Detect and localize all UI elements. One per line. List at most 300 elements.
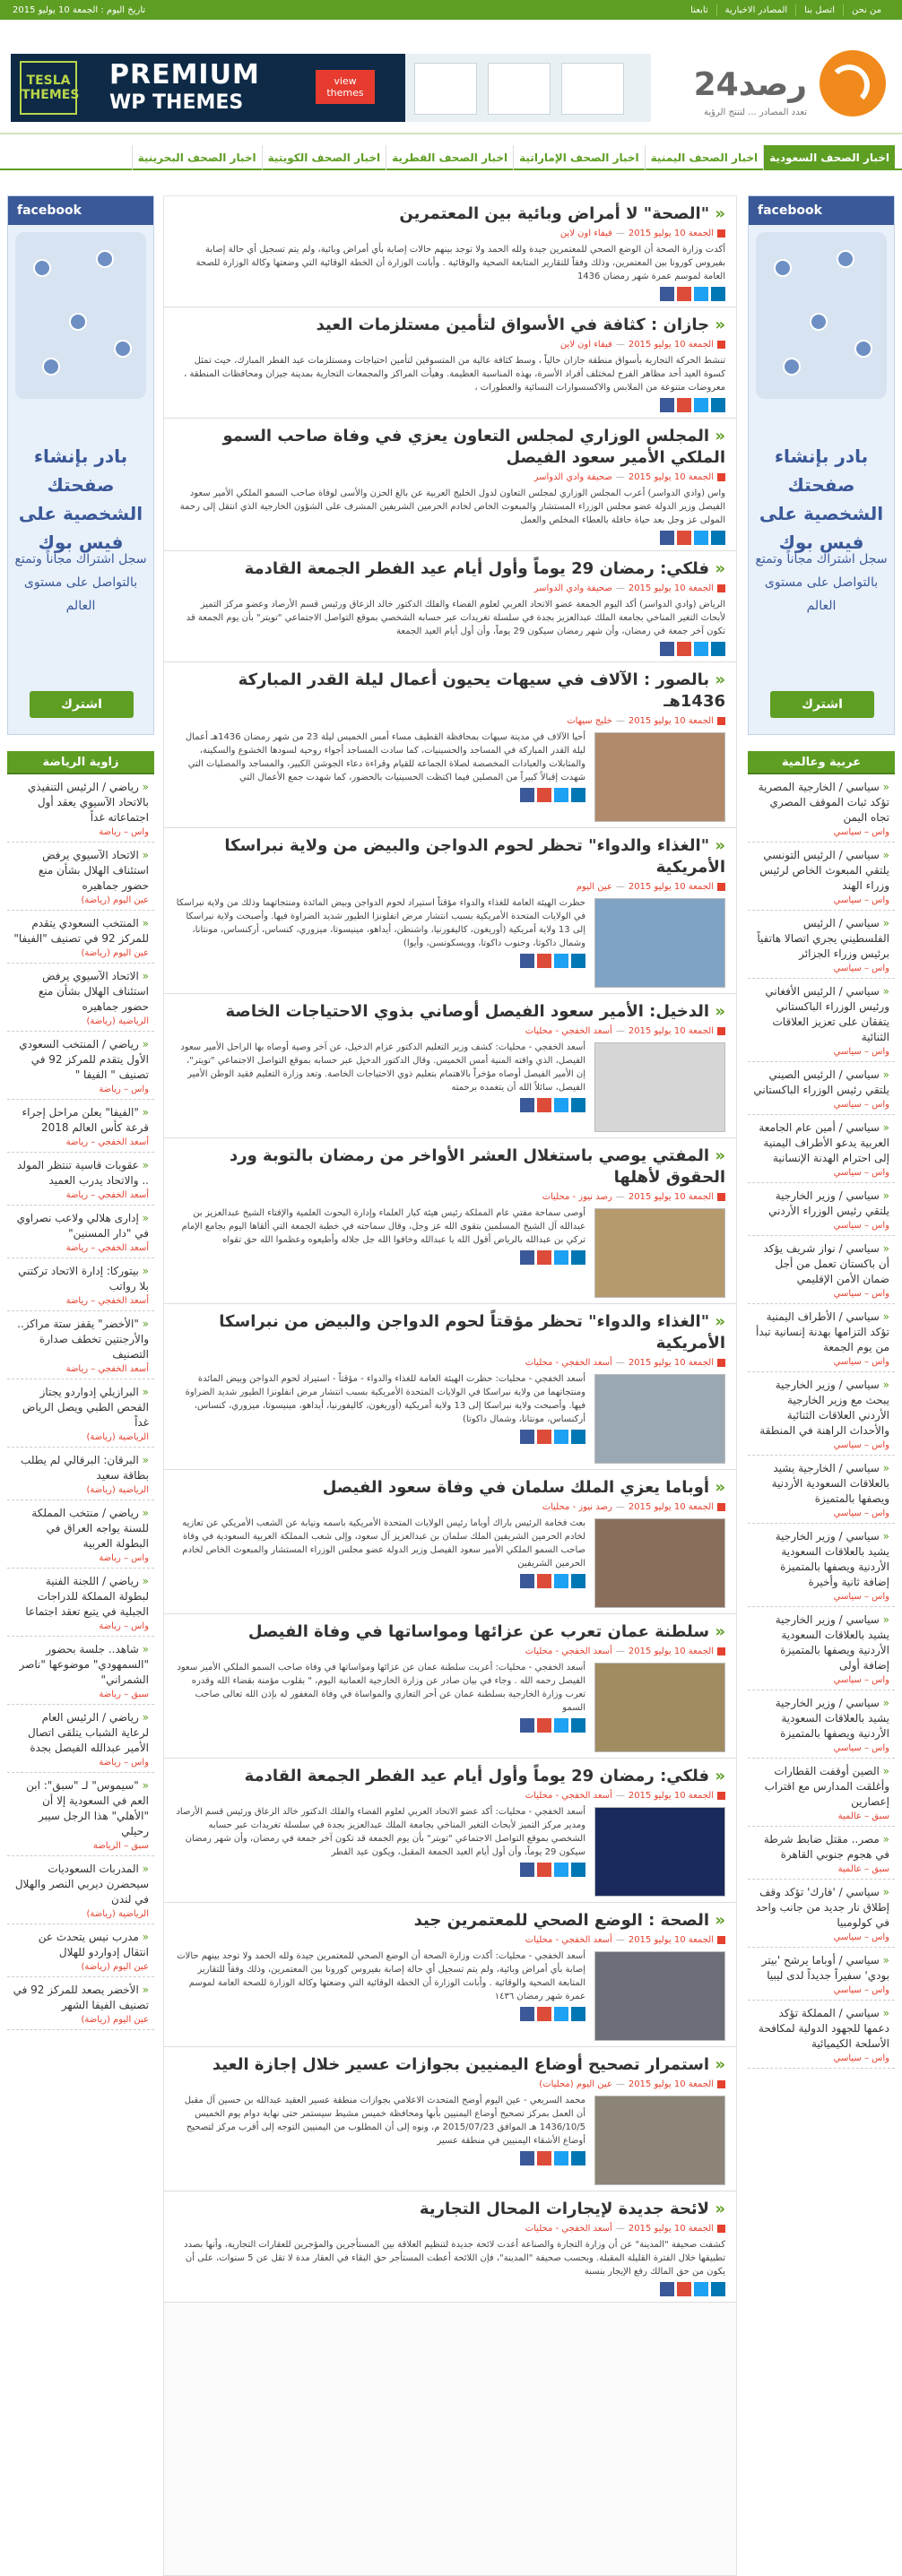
sidebar-item[interactable] xyxy=(748,1759,895,1827)
sidebar-item[interactable] xyxy=(748,774,895,843)
meta-separator: — xyxy=(615,1358,625,1368)
linkedin-icon[interactable] xyxy=(571,954,585,968)
article-item xyxy=(164,2191,736,2303)
article-source[interactable]: فيفاء اون لاين xyxy=(559,229,612,238)
sidebar-item-source[interactable]: عين اليوم (رياضة) xyxy=(81,948,149,958)
article-thumbnail[interactable] xyxy=(594,1374,725,1464)
sidebar-item[interactable] xyxy=(7,1153,154,1206)
sidebar-item-title[interactable]: « مصر.. مقتل ضابط شرطة في هجوم جنوبي القاهرة xyxy=(753,1832,889,1863)
article-source[interactable]: رصد نيوز - محليات xyxy=(542,1502,612,1512)
article-title[interactable] xyxy=(175,1001,725,1023)
article-title[interactable] xyxy=(175,1910,725,1932)
sidebar-item[interactable] xyxy=(748,1236,895,1304)
article-thumbnail[interactable] xyxy=(594,898,725,988)
sidebar-item[interactable] xyxy=(7,1206,154,1258)
article-title-text[interactable]: "الصحة" لا أمراض وبائية بين المعتمرين xyxy=(399,204,710,223)
sidebar-item-title[interactable]: « سياسي / الخارجية يشيد بالعلاقات السعودية الأردنية ويصفها بالمتميزة xyxy=(753,1461,889,1507)
sidebar-item-title[interactable]: « "الفيفا" يعلن مراحل إجراء قرعة كأس العالم 2018 xyxy=(13,1105,149,1136)
sidebar-item-title[interactable]: « الصين أوقفت القطارات وأغلقت المدارس مع اقتراب إعصارين xyxy=(753,1764,889,1810)
sidebar-item-source[interactable]: واس – سياسي xyxy=(833,1168,889,1178)
facebook-icon[interactable] xyxy=(520,1430,534,1444)
sidebar-item-source[interactable]: سبق – عالمية xyxy=(837,1864,889,1874)
sidebar-item-source[interactable]: واس – سياسي xyxy=(833,1100,889,1110)
article-date: الجمعة 10 يوليو 2015 xyxy=(628,1647,714,1656)
article-excerpt: أسعد الخفجي - محليات: أكد عضو الاتحاد العربي لعلوم الفضاء والفلك الدكتور خالد الزعاق ورئيس قسم الأرصاد ومدير مركز التميز لأبحاث التغير المناخي بجامعة الملك عبدالعزيز بجدة في سلسلة تغريدات عبر حسابه الشخصي بموقع التواصل الاجتماعي "تويتر" بأن يوم الجمعة قد تكون آخر جمعة في رمضان، وأن شهر رمضان سيكون 29 يوماً، وأن أول أيام العيد الجمعة المقبل، ويكون عيد الفطر xyxy=(176,1807,585,1857)
article-thumbnail[interactable] xyxy=(594,1518,725,1608)
twitter-icon[interactable] xyxy=(694,642,708,656)
sidebar-item-title[interactable]: « "الأخضر" يقفز ستة مراكز.. والأرجنتين تخطف صدارة التصنيف xyxy=(13,1317,149,1362)
article-source[interactable]: صحيفة وادي الدواسر xyxy=(533,472,612,482)
article-source[interactable]: رصد نيوز - محليات xyxy=(542,1192,612,1202)
linkedin-icon[interactable] xyxy=(711,531,725,545)
facebook-ad-left[interactable] xyxy=(7,195,154,735)
sidebar-item-source[interactable]: أسعد الخفجي – رياضة xyxy=(65,1296,149,1306)
sidebar-item-source[interactable]: واس – رياضة xyxy=(99,1758,149,1768)
facebook-icon[interactable] xyxy=(520,1574,534,1588)
sidebar-item-title[interactable]: « المدربات السعوديات سيحضرن ديربي النصر والهلال في لندن xyxy=(13,1862,149,1907)
sidebar-item-title[interactable]: « إدارى هلالي ولاعب نصراوي في "دار المسنين" xyxy=(13,1211,149,1241)
sidebar-item[interactable] xyxy=(7,964,154,1032)
google-plus-icon[interactable] xyxy=(677,2282,691,2296)
linkedin-icon[interactable] xyxy=(711,398,725,412)
sidebar-item-source[interactable]: واس – رياضة xyxy=(99,1085,149,1094)
sidebar-item[interactable] xyxy=(7,1637,154,1705)
twitter-icon[interactable] xyxy=(554,788,568,802)
article-item xyxy=(164,1759,736,1903)
title-marker: « xyxy=(709,670,725,689)
sidebar-item[interactable] xyxy=(748,843,895,911)
sidebar-item-source[interactable]: أسعد الخفجي – رياضة xyxy=(65,1137,149,1147)
linkedin-icon[interactable] xyxy=(571,1098,585,1112)
sidebar-item-title[interactable]: « سياسي / وزير الخارجية يشيد بالعلاقات السعودية الأردنية ويصفها بالمتميزة إضافة أولى xyxy=(753,1612,889,1673)
sidebar-item-source[interactable]: أسعد الخفجي – رياضة xyxy=(65,1243,149,1253)
sidebar-item-title[interactable]: « البرقان: البرقالي لم يطلب بطاقة سعيد xyxy=(13,1453,149,1483)
share-buttons xyxy=(175,1250,585,1265)
calendar-icon xyxy=(717,473,725,481)
sidebar-item-source[interactable]: الرياضية (رياضة) xyxy=(86,1485,149,1495)
article-title-text[interactable]: "الغذاء والدواء" تحظر مؤقتاً لحوم الدواجن والبيض من نبراسكا الأمريكية xyxy=(219,1312,725,1353)
article-source[interactable]: أسعد الخفجي - محليات xyxy=(525,1358,612,1368)
sidebar-item-source[interactable]: الرياضية (رياضة) xyxy=(86,1909,149,1919)
sidebar-item-title[interactable]: « سياسي / الرئيس الأفغاني ورئيس الوزراء الباكستاني يتفقان على تعزيز العلاقات الثنائية xyxy=(753,984,889,1045)
sidebar-item-title[interactable]: « رياضي / الرئيس التنفيذي بالاتحاد الآسيوي يعقد أول اجتماعاته غداً xyxy=(13,780,149,826)
article-title-text[interactable]: فلكي: رمضان 29 يوماً وأول أيام عيد الفطر الجمعة القادمة xyxy=(244,1767,710,1785)
sidebar-item-source[interactable]: واس – سياسي xyxy=(833,964,889,973)
article-title[interactable] xyxy=(175,1477,725,1499)
article-excerpt: أسعد الخفجي - محليات: كشف وزير التعليم الدكتور عزام الدخيل، عن آخر وصية أوصاه بها الراحل الأمير سعود الفيصل، الذي وافته المنية أمس الخميس. وقال الدكتور الدخيل عبر حسابه بموقع التواصل الاجتماعي "تويتر"، إن الأمير الفيصل أوصاه مؤخراً بالاهتمام بتعليم ذوي الاحتياجات الخاصة. وتعد وزارة التعليم فقيد الوطن الأمير الفيصل، سائلاً الله أن يتغمده برحمته xyxy=(180,1042,585,1093)
sidebar-item-source[interactable]: عين اليوم (رياضة) xyxy=(81,2015,149,2025)
article-item xyxy=(164,196,736,307)
sidebar-item-title[interactable]: « رياضي / الرئيس العام لرعاية الشباب يتلقى اتصال الأمير عبدالله الفيصل بجدة xyxy=(13,1710,149,1756)
twitter-icon[interactable] xyxy=(694,531,708,545)
sidebar-item-source[interactable]: واس – سياسي xyxy=(833,2053,889,2063)
sidebar-item[interactable] xyxy=(748,1827,895,1880)
sidebar-item-source[interactable]: عين اليوم (رياضة) xyxy=(81,1962,149,1972)
facebook-icon[interactable] xyxy=(660,642,674,656)
article-title[interactable] xyxy=(175,203,725,225)
sidebar-item[interactable] xyxy=(748,1062,895,1115)
linkedin-icon[interactable] xyxy=(571,1250,585,1265)
article-title[interactable] xyxy=(175,1766,725,1787)
article-title-text[interactable]: الصحة : الوضع الصحي للمعتمرين جيد xyxy=(413,1911,710,1930)
sidebar-item-source[interactable]: واس – سياسي xyxy=(833,1985,889,1995)
article-excerpt: محمد السريعي - عين اليوم أوضح المتحدث الاعلامي بجوازات منطقة عسير العقيد عبدالله بن حسين آل مقبل أن العمل بمركز تصحيح أوضاع اليمنيين بأبها ومحافظة خميس مشيط سيستمر حتى نهاية دوام يوم الخميس 1436/10/5 هـ الموافق 2015/07/23 م، ونوه إلى أن المطلوب من اليمنيين التوجه إلى أقرب مركز لتصحيح أوضاع الأشقاء اليمنيين في منطقة عسير xyxy=(184,2096,585,2146)
twitter-icon[interactable] xyxy=(554,1574,568,1588)
google-plus-icon[interactable] xyxy=(537,1574,551,1588)
sidebar-title: عربية وعالمية xyxy=(748,751,895,774)
sidebar-item-source[interactable]: عين اليوم (رياضة) xyxy=(81,895,149,905)
calendar-icon xyxy=(717,717,725,725)
calendar-icon xyxy=(717,229,725,238)
linkedin-icon[interactable] xyxy=(571,2151,585,2165)
article-thumbnail[interactable] xyxy=(594,1951,725,2041)
article-title-text[interactable]: سلطنة عمان تعرب عن عزائها ومواساتها في وفاة الفيصل xyxy=(247,1622,710,1641)
article-title[interactable] xyxy=(175,558,725,580)
article-thumbnail[interactable] xyxy=(594,732,725,822)
article-title-text[interactable]: المجلس الوزاري لمجلس التعاون يعزي في وفاة صاحب السمو الملكي الأمير سعود الفيصل xyxy=(222,427,725,467)
meta-separator: — xyxy=(615,229,625,238)
sidebar-item[interactable] xyxy=(7,1924,154,1977)
sidebar-item-source[interactable]: سبق – رياضة xyxy=(99,1690,149,1699)
facebook-icon[interactable] xyxy=(660,531,674,545)
article-title-text[interactable]: المفتي يوصي باستغلال العشر الأواخر من رمضان بالتوبة ورد الحقوق لأهلها xyxy=(230,1146,725,1187)
article-date: الجمعة 10 يوليو 2015 xyxy=(628,229,714,238)
sidebar-item-source[interactable]: واس – سياسي xyxy=(833,1675,889,1685)
linkedin-icon[interactable] xyxy=(571,1863,585,1877)
sidebar-item-source[interactable]: واس – سياسي xyxy=(833,1221,889,1231)
article-title[interactable] xyxy=(175,1621,725,1643)
linkedin-icon[interactable] xyxy=(571,2007,585,2021)
sidebar-item-source[interactable]: واس – سياسي xyxy=(833,1592,889,1602)
linkedin-icon[interactable] xyxy=(571,1718,585,1733)
sidebar-item-title[interactable]: « سياسي / وزير الخارجية يلتقي رئيس الوزراء الأردني xyxy=(753,1189,889,1219)
sidebar-item-source[interactable]: واس – سياسي xyxy=(833,895,889,905)
google-plus-icon[interactable] xyxy=(677,287,691,301)
sidebar-item-source[interactable]: أسعد الخفجي – رياضة xyxy=(65,1190,149,1200)
sidebar-item[interactable] xyxy=(748,1456,895,1524)
title-marker: « xyxy=(709,836,725,855)
sidebar-item-source[interactable]: سبق – الرياضة xyxy=(92,1841,149,1851)
article-date: الجمعة 10 يوليو 2015 xyxy=(628,2079,714,2089)
sidebar-item[interactable] xyxy=(7,1311,154,1379)
facebook-icon[interactable] xyxy=(520,788,534,802)
sidebar-item[interactable] xyxy=(7,1379,154,1448)
facebook-icon[interactable] xyxy=(520,1250,534,1265)
article-title-text[interactable]: لائحة جديدة لإيجارات المحال التجارية xyxy=(419,2200,710,2218)
facebook-logo: facebook xyxy=(8,196,153,225)
article-title[interactable] xyxy=(175,1145,725,1189)
sidebar-item-title[interactable]: « مدرب نيس يتحدث عن انتقال إدواردو للهلال xyxy=(13,1930,149,1960)
logo-name: رصد24 xyxy=(693,66,807,103)
google-plus-icon[interactable] xyxy=(537,2007,551,2021)
sidebar-item[interactable] xyxy=(7,1258,154,1311)
calendar-icon xyxy=(717,883,725,891)
rss-icon xyxy=(820,50,886,117)
article-source[interactable]: أسعد الخفجي - محليات xyxy=(525,2224,612,2234)
meta-separator: — xyxy=(615,583,625,593)
sidebar-item-source[interactable]: واس – سياسي xyxy=(833,1932,889,1942)
sidebar-item-title[interactable]: « سياسي / المملكة تؤكد دعمها للجهود الدولية لمكافحة الأسلحة الكيميائية xyxy=(753,2006,889,2052)
google-plus-icon[interactable] xyxy=(537,1098,551,1112)
share-buttons xyxy=(175,1718,585,1733)
article-title[interactable] xyxy=(175,670,725,713)
sidebar-item[interactable] xyxy=(748,1690,895,1759)
sidebar-item[interactable] xyxy=(748,911,895,979)
google-plus-icon[interactable] xyxy=(677,398,691,412)
facebook-icon[interactable] xyxy=(520,954,534,968)
google-plus-icon[interactable] xyxy=(537,954,551,968)
facebook-icon[interactable] xyxy=(520,1718,534,1733)
sidebar-item-title[interactable]: « سياسي / الخارجية المصرية تؤكد ثبات الموقف المصري تجاه اليمن xyxy=(753,780,889,826)
sidebar-item-title[interactable]: « سياسي / وزير الخارجية يشيد بالعلاقات السعودية الأردنية ويصفها بالمتميزة إضافة ثانية وأخيرة xyxy=(753,1529,889,1590)
article-title[interactable] xyxy=(175,315,725,336)
twitter-icon[interactable] xyxy=(554,1863,568,1877)
article-source[interactable]: عين اليوم (محليات) xyxy=(539,2079,612,2089)
article-item xyxy=(164,1138,736,1304)
article-meta xyxy=(175,1934,725,1947)
twitter-icon[interactable] xyxy=(554,1098,568,1112)
article-source[interactable]: فيفاء اون لاين xyxy=(559,340,612,350)
facebook-icon[interactable] xyxy=(520,1098,534,1112)
calendar-icon xyxy=(717,1647,725,1655)
article-title-text[interactable]: بالصور : الآلاف في سيهات يحيون أعمال ليلة القدر المباركة 1436هـ xyxy=(238,670,725,711)
article-thumbnail[interactable] xyxy=(594,1807,725,1897)
sidebar-item[interactable] xyxy=(748,1524,895,1607)
sidebar-item-title[interactable]: « سياسي / أمين عام الجامعة العربية يدعو الأطراف اليمنية إلى احترام الهدنة الإنسانية xyxy=(753,1120,889,1166)
sidebar-item[interactable] xyxy=(7,1977,154,2030)
article-excerpt: أوصى سماحة مفتي عام المملكة رئيس هيئة كبار العلماء وإدارة البحوث العلمية والإفتاء الشيخ عبدالعزيز بن عبدالله آل الشيخ المسلمين بتقوى الله عز وجل، وقال سماحته في خطبة الجمعة التي ألقاها اليوم بجامع الإمام تركي بن عبدالله بالرياض أقول الله يا عبدالله وخافوا الله جل جلاله وأطيعوه وعظموا الله حق تقواه xyxy=(181,1208,585,1245)
linkedin-icon[interactable] xyxy=(711,2282,725,2296)
sidebar-item[interactable] xyxy=(748,1372,895,1456)
article-title-text[interactable]: استمرار تصحيح أوضاع اليمنيين بجوازات عسير خلال إجازة العيد xyxy=(212,2055,710,2074)
sidebar-item[interactable] xyxy=(7,843,154,911)
article-title-text[interactable]: جازان : كثافة في الأسواق لتأمين مستلزمات العيد xyxy=(316,316,710,334)
sidebar-item[interactable] xyxy=(7,911,154,964)
calendar-icon xyxy=(717,1503,725,1511)
sidebar-item[interactable] xyxy=(748,1948,895,2001)
article-source[interactable]: عين اليوم xyxy=(576,882,612,892)
sidebar-item[interactable] xyxy=(7,1773,154,1856)
google-plus-icon[interactable] xyxy=(537,788,551,802)
sidebar-item[interactable] xyxy=(7,1032,154,1100)
article-title[interactable] xyxy=(175,835,725,878)
sidebar-item[interactable] xyxy=(748,1607,895,1690)
article-title[interactable] xyxy=(175,1311,725,1354)
sidebar-item[interactable] xyxy=(7,1705,154,1773)
current-date: تاريخ اليوم : الجمعة 10 يوليو 2015 xyxy=(13,4,146,15)
article-item xyxy=(164,2047,736,2191)
article-thumbnail[interactable] xyxy=(594,2096,725,2185)
twitter-icon[interactable] xyxy=(554,1250,568,1265)
share-buttons xyxy=(175,1574,585,1588)
article-source[interactable]: صحيفة وادي الدواسر xyxy=(533,583,612,593)
share-buttons xyxy=(175,1863,585,1877)
sidebar-item[interactable] xyxy=(748,1304,895,1372)
top-link[interactable]: اتصل بنا xyxy=(795,4,843,16)
twitter-icon[interactable] xyxy=(554,954,568,968)
top-link[interactable]: من نحن xyxy=(843,4,889,16)
meta-separator: — xyxy=(615,340,625,350)
nav-item[interactable]: اخبار الصحف البحرينية xyxy=(132,145,262,170)
sidebar-item[interactable] xyxy=(7,1500,154,1569)
twitter-icon[interactable] xyxy=(554,2007,568,2021)
sidebar-item-source[interactable]: واس – سياسي xyxy=(833,1289,889,1299)
title-marker: « xyxy=(709,1622,725,1641)
ad-sub-text: سجل اشتراك مجاناً وتمتع بالتواصل على مستوى العالم xyxy=(755,552,888,613)
twitter-icon[interactable] xyxy=(554,1718,568,1733)
sidebar-item-title[interactable]: « سياسي / نواز شريف يؤكد أن باكستان تعمل من أجل ضمان الأمن الإقليمي xyxy=(753,1241,889,1287)
twitter-icon[interactable] xyxy=(554,2151,568,2165)
facebook-icon[interactable] xyxy=(660,398,674,412)
sidebar-item[interactable] xyxy=(7,1856,154,1924)
sidebar-item[interactable] xyxy=(748,2001,895,2069)
sidebar-item-title[interactable]: « سياسي / الرئيس التونسي يلتقي المبعوث الخاص لرئيس وزراء الهند xyxy=(753,848,889,894)
top-banner-ad[interactable] xyxy=(11,54,651,122)
sidebar-item-source[interactable]: واس – سياسي xyxy=(833,1508,889,1518)
linkedin-icon[interactable] xyxy=(571,1430,585,1444)
sidebar-item-title[interactable]: « رياضي / منتخب المملكة للسنة يواجه العراق في البطولة العربية xyxy=(13,1506,149,1552)
article-title-text[interactable]: "الغذاء والدواء" تحظر لحوم الدواجن والبيض من ولاية نبراسكا الأمريكية xyxy=(224,836,725,877)
article-thumbnail[interactable] xyxy=(594,1208,725,1298)
sidebar-item-title[interactable]: « رياضي / اللجنة الفنية لبطولة المملكة للدراجات الجبلية في يتبع تعقد اجتماعا xyxy=(13,1574,149,1620)
linkedin-icon[interactable] xyxy=(571,788,585,802)
google-plus-icon[interactable] xyxy=(537,1250,551,1265)
google-plus-icon[interactable] xyxy=(677,642,691,656)
sidebar-item-source[interactable]: الرياضية (رياضة) xyxy=(86,1432,149,1442)
sidebar-item-title[interactable]: « المنتخب السعودي يتقدم للمركز 92 في تصنيف "الفيفا" xyxy=(13,916,149,947)
article-source[interactable]: أسعد الخفجي - محليات xyxy=(525,1935,612,1945)
ad-headline: PREMIUM xyxy=(109,59,260,91)
google-plus-icon[interactable] xyxy=(677,531,691,545)
sidebar-item[interactable] xyxy=(748,1183,895,1236)
sidebar-item-source[interactable]: أسعد الخفجي – رياضة xyxy=(65,1364,149,1374)
article-thumbnail[interactable] xyxy=(594,1042,725,1132)
sidebar-sports xyxy=(7,751,154,2030)
article-title[interactable] xyxy=(175,2199,725,2220)
sidebar-item[interactable] xyxy=(7,1448,154,1500)
article-title[interactable] xyxy=(175,426,725,469)
title-marker: « xyxy=(709,559,725,578)
article-title-text[interactable]: فلكي: رمضان 29 يوماً وأول أيام عيد الفطر الجمعة القادمة xyxy=(244,559,710,578)
nav-item[interactable]: اخبار الصحف السعودية xyxy=(763,145,895,170)
google-plus-icon[interactable] xyxy=(537,1718,551,1733)
title-marker: « xyxy=(709,1002,725,1021)
article-date: الجمعة 10 يوليو 2015 xyxy=(628,882,714,892)
sidebar-item-title[interactable]: « الاتحاد الآسيوي يرفض استئناف الهلال بشأن منع حضور جماهيره xyxy=(13,848,149,894)
facebook-icon[interactable] xyxy=(520,1863,534,1877)
sidebar-item-title[interactable]: « شاهد.. جلسة بحضور "السمهودي" موضوعها "ناصر الشمراني" xyxy=(13,1642,149,1688)
sidebar-item-title[interactable]: « بيتوركا: إدارة الاتحاد تركتني بلا رواتب xyxy=(13,1264,149,1294)
calendar-icon xyxy=(717,1193,725,1201)
sidebar-item-title[interactable]: « عقوبات قاسية تنتظر المولد .. والاتحاد يدرب العميد xyxy=(13,1158,149,1189)
sidebar-item-title[interactable]: « سياسي / 'فارك' تؤكد وقف إطلاق نار جديد من جانب واحد في كولومبيا xyxy=(753,1885,889,1931)
nav-item[interactable]: اخبار الصحف اليمنية xyxy=(645,145,763,170)
sidebar-item-title[interactable]: « سياسي / وزير الخارجية يشيد بالعلاقات السعودية الأردنية ويصفها بالمتميزة xyxy=(753,1696,889,1742)
linkedin-icon[interactable] xyxy=(711,287,725,301)
article-source[interactable]: أسعد الخفجي - محليات xyxy=(525,1026,612,1036)
meta-separator: — xyxy=(615,1502,625,1512)
linkedin-icon[interactable] xyxy=(571,1574,585,1588)
nav-item[interactable]: اخبار الصحف الإماراتية xyxy=(513,145,645,170)
article-excerpt: أكدت وزارة الصحة أن الوضع الصحي للمعتمرين جيدة ولله الحمد ولا توجد بينهم حالات إصابة بأي أمراض وبائية، ولم يتم تسجيل أي حالة إصابة بفيروس كورونا بين المعتمرين، وذلك وفقاً للتقارير المتابعة الصحية والوقائية . وأبانت الوزارة أن الخطة الوقائية التي وضعتها وكالة الوزارة للصحة العامة لموسم عمرة شهر رمضان 1436 xyxy=(195,245,725,281)
subscribe-button[interactable]: اشترك xyxy=(770,691,874,718)
twitter-icon[interactable] xyxy=(694,2282,708,2296)
top-link[interactable]: المصادر الاخبارية xyxy=(716,4,796,16)
sidebar-item-source[interactable]: سبق – عالمية xyxy=(837,1811,889,1821)
google-plus-icon[interactable] xyxy=(537,1430,551,1444)
article-thumbnail[interactable] xyxy=(594,1663,725,1752)
article-source[interactable]: خليج سيهات xyxy=(567,716,612,726)
calendar-icon xyxy=(717,1792,725,1800)
facebook-icon[interactable] xyxy=(520,2007,534,2021)
linkedin-icon[interactable] xyxy=(711,642,725,656)
sidebar-item-title[interactable]: « البرازيلي إدواردو يجتاز الفحص الطبي ويصل الرياض غداً xyxy=(13,1385,149,1431)
article-title-text[interactable]: أوباما يعزي الملك سلمان في وفاة سعود الفيصل xyxy=(322,1478,710,1497)
sidebar-item-source[interactable]: واس – سياسي xyxy=(833,827,889,837)
article-source[interactable]: أسعد الخفجي - محليات xyxy=(525,1647,612,1656)
article-meta xyxy=(175,881,725,894)
twitter-icon[interactable] xyxy=(554,1430,568,1444)
sidebar-title: زاوية الرياضة xyxy=(7,751,154,774)
twitter-icon[interactable] xyxy=(694,398,708,412)
article-title[interactable] xyxy=(175,2054,725,2076)
article-title-text[interactable]: الدخيل: الأمير سعود الفيصل أوصاني بذوي الاحتياجات الخاصة xyxy=(225,1002,710,1021)
sidebar-item-source[interactable]: واس – رياضة xyxy=(99,1621,149,1631)
sidebar-item-title[interactable]: « الاتحاد الآسيوي يرفض استئناف الهلال بشأن منع حضور جماهيره xyxy=(13,969,149,1015)
twitter-icon[interactable] xyxy=(694,287,708,301)
facebook-ad-right[interactable] xyxy=(748,195,895,735)
calendar-icon xyxy=(717,1936,725,1944)
sidebar-item-source[interactable]: واس – سياسي xyxy=(833,1357,889,1367)
article-item xyxy=(164,1304,736,1470)
sidebar-item[interactable] xyxy=(7,1100,154,1153)
sidebar-item-source[interactable]: واس – رياضة xyxy=(99,1553,149,1563)
sidebar-item-title[interactable]: « الأخضر يصعد للمركز 92 في تصنيف الفيفا الشهر xyxy=(13,1983,149,2013)
sidebar-item-source[interactable]: واس – سياسي xyxy=(833,1047,889,1057)
facebook-icon[interactable] xyxy=(660,287,674,301)
top-link[interactable]: تابعنا xyxy=(690,4,708,15)
sidebar-item-title[interactable]: « سياسي / الرئيس الفلسطيني يجري اتصالا هاتفياً برئيس وزراء الجزائر xyxy=(753,916,889,962)
google-plus-icon[interactable] xyxy=(537,2151,551,2165)
sidebar-item-source[interactable]: الرياضية (رياضة) xyxy=(86,1016,149,1026)
article-date: الجمعة 10 يوليو 2015 xyxy=(628,1502,714,1512)
sidebar-item[interactable] xyxy=(7,774,154,843)
sidebar-item[interactable] xyxy=(748,1880,895,1948)
sidebar-item-source[interactable]: واس – سياسي xyxy=(833,1440,889,1450)
facebook-icon[interactable] xyxy=(520,2151,534,2165)
google-plus-icon[interactable] xyxy=(537,1863,551,1877)
site-logo[interactable] xyxy=(680,43,893,127)
sidebar-item-title[interactable]: « سياسي / وزير الخارجية يبحث مع وزير الخارجية الأردني العلاقات الثنائية والأحداث الراهنة في المنطقة xyxy=(753,1378,889,1439)
article-meta xyxy=(175,1646,725,1658)
facebook-icon[interactable] xyxy=(660,2282,674,2296)
sidebar-item-title[interactable]: « سياسي / الرئيس الصيني يلتقي رئيس الوزراء الباكستاني xyxy=(753,1068,889,1098)
sidebar-item-title[interactable]: « سياسي / أوباما يرشح 'بيتر بودي' سفيراً جديداً لدى ليبيا xyxy=(753,1953,889,1984)
nav-item[interactable]: اخبار الصحف الكويتية xyxy=(262,145,386,170)
nav-item[interactable]: اخبار الصحف القطرية xyxy=(386,145,513,170)
subscribe-button[interactable]: اشترك xyxy=(30,691,134,718)
sidebar-item-title[interactable]: « رياضي / المنتخب السعودي الأول يتقدم للمركز 92 في تصنيف " الفيفا " xyxy=(13,1037,149,1083)
sidebar-item-source[interactable]: واس – رياضة xyxy=(99,827,149,837)
view-themes-button[interactable]: view themes xyxy=(316,70,375,104)
sidebar-item[interactable] xyxy=(7,1569,154,1637)
sidebar-item[interactable] xyxy=(748,979,895,1062)
sidebar-item-source[interactable]: واس – سياسي xyxy=(833,1743,889,1753)
sidebar-item-title[interactable]: « سياسي / الأطراف اليمنية تؤكد التزامها بهدنة إنسانية تبدأ من يوم الجمعة xyxy=(753,1310,889,1355)
article-source[interactable]: أسعد الخفجي - محليات xyxy=(525,1791,612,1801)
sidebar-item[interactable] xyxy=(748,1115,895,1183)
sidebar-item-title[interactable]: « "سيموس" لـ "سبق": ابن العم في السعودية إلا أن "الأهلي" هذا الرجل سيبر رحيلي xyxy=(13,1778,149,1839)
